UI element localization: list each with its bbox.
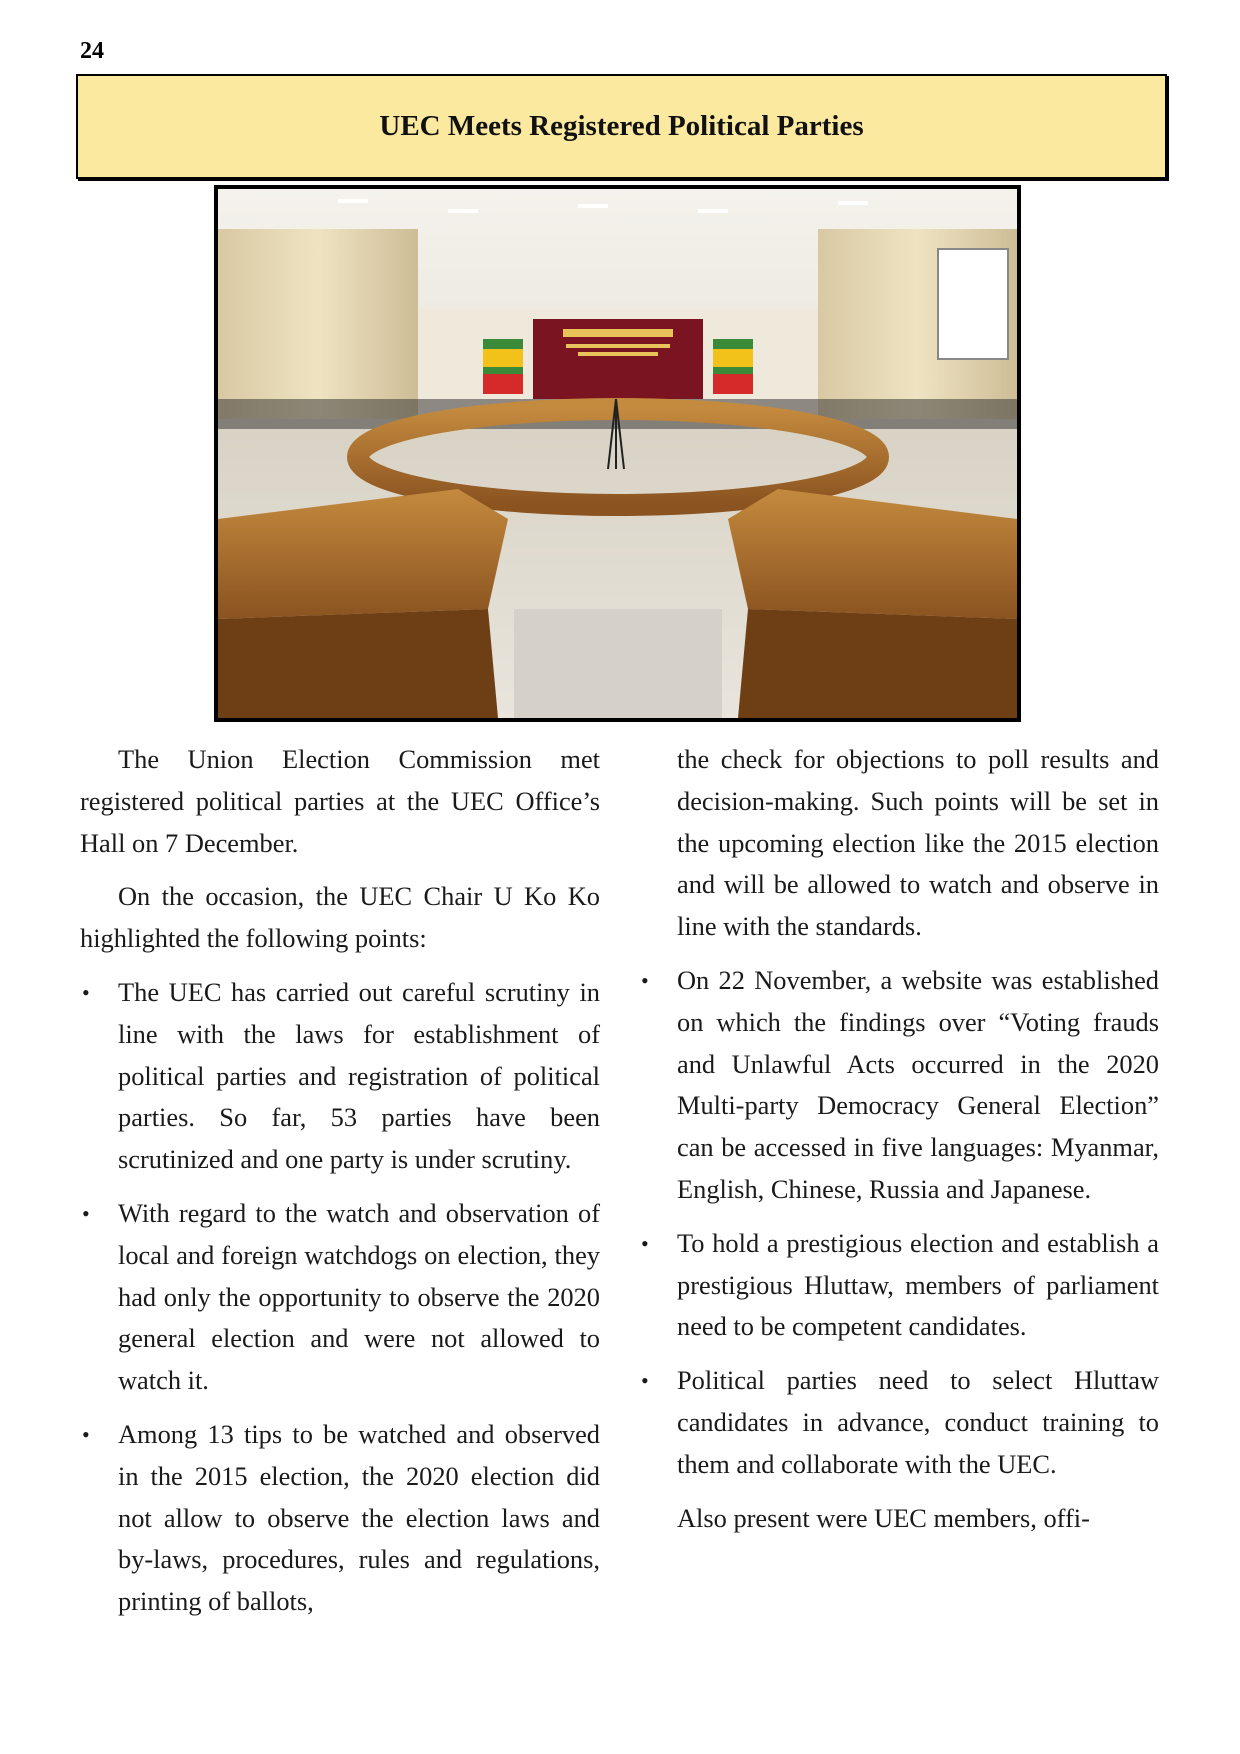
list-item-text: On 22 November, a website was established on which the findings over “Voting frauds and Unlawful Acts occurred in the 2020 Multi-party Democracy General Election” can be accessed in five languages: Myanmar, English, Chinese, Russia and Japanese. — [677, 964, 1159, 1204]
list-item-text: The UEC has carried out careful scrutiny in line with the laws for establishment of political parties and registration of political parties. So far, 53 parties have been scrutinized and one party is under scrutiny. — [118, 976, 600, 1175]
bullet-icon: • — [641, 1230, 649, 1256]
meeting-hall-photo — [214, 185, 1021, 722]
list-item — [639, 1223, 1159, 1348]
list-item-text: With regard to the watch and observation of local and foreign watchdogs on election, they had only the opportunity to observe the 2020 general election and were not allowed to watch it. — [118, 1197, 600, 1396]
left-column — [80, 739, 600, 1635]
bullet-icon: • — [82, 1421, 90, 1447]
intro-paragraph: The Union Election Commission met registered political parties at the UEC Office’s Hall on 7 December. — [80, 744, 600, 858]
bullet-icon: • — [641, 1368, 649, 1394]
bullet-icon: • — [82, 1200, 90, 1226]
page-number: 24 — [80, 38, 104, 64]
points-list-left — [80, 972, 600, 1623]
continuation-paragraph: the check for objections to poll results and decision-making. Such points will be set in the upcoming election like the 2015 election and will be allowed to watch and observe in line with the standards. — [677, 744, 1159, 942]
bullet-icon: • — [641, 967, 649, 993]
list-item — [80, 972, 600, 1181]
closing-paragraph: Also present were UEC members, offi- — [677, 1502, 1090, 1533]
bullet-icon: • — [82, 979, 90, 1005]
list-item-text: To hold a prestigious election and establish a prestigious Hluttaw, members of parliament need to be competent candidates. — [677, 1227, 1159, 1342]
right-column — [639, 739, 1159, 1551]
title-banner — [76, 74, 1167, 179]
article-title: UEC Meets Registered Political Parties — [379, 110, 864, 142]
list-item-text: Political parties need to select Hluttaw candidates in advance, conduct training to them and collaborate with the UEC. — [677, 1365, 1159, 1479]
list-item — [80, 1414, 600, 1623]
occasion-paragraph: On the occasion, the UEC Chair U Ko Ko highlighted the following points: — [80, 881, 600, 954]
list-item — [639, 960, 1159, 1211]
points-list-right — [639, 960, 1159, 1486]
list-item-text: Among 13 tips to be watched and observed in the 2015 election, the 2020 election did not allow to observe the election laws and by-laws, procedures, rules and regulations, printing of ballots, — [118, 1418, 600, 1617]
list-item — [80, 1193, 600, 1402]
list-item — [639, 1360, 1159, 1485]
